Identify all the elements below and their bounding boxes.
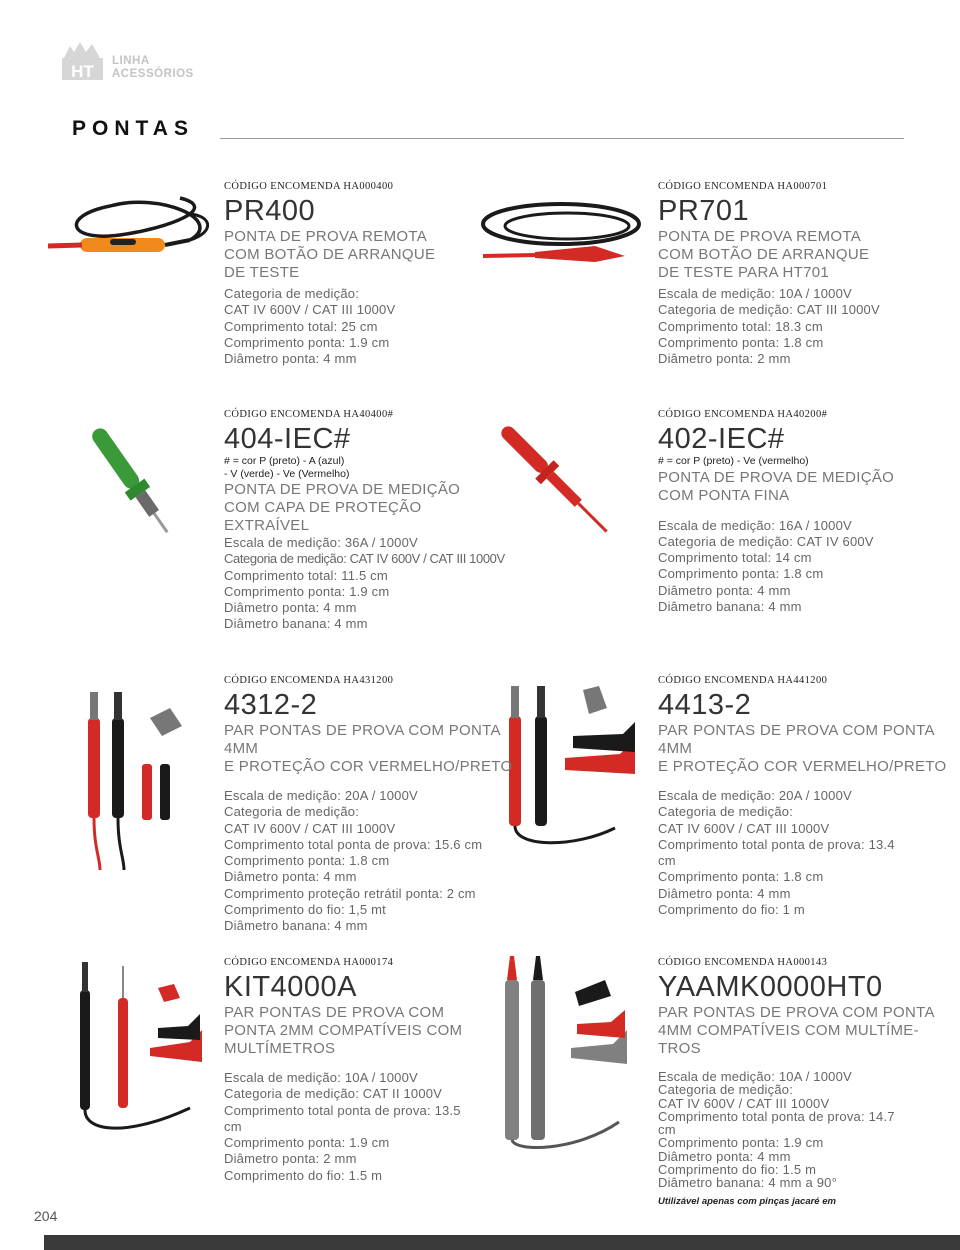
kit4000a-leads-image — [70, 958, 210, 1140]
variant-line: - V (verde) - Ve (Vermelho) — [224, 467, 350, 480]
product-name: PR400 — [224, 195, 316, 227]
brand-line-label — [112, 55, 194, 81]
spec-line: Escala de medição: 10A / 1000V — [658, 286, 852, 301]
spec-line: Categoria de medição: — [658, 1082, 793, 1098]
spec-line: Diâmetro ponta: 4 mm — [224, 351, 357, 367]
product-name: 404-IEC# — [224, 423, 351, 455]
spec-line: Categoria de medição: — [224, 804, 359, 820]
product-4312-2 — [224, 674, 512, 935]
desc-line: PONTA DE PROVA REMOTA — [658, 228, 861, 245]
spec-line: Comprimento do fio: 1,5 mt — [224, 902, 386, 918]
spec-line: CAT IV 600V / CAT III 1000V — [658, 1095, 830, 1111]
desc-line: 4MM — [658, 740, 693, 757]
product-description — [224, 228, 435, 282]
product-description — [224, 722, 512, 776]
spec-line: CAT IV 600V / CAT III 1000V — [224, 820, 396, 836]
spec-line: CAT IV 600V / CAT III 1000V — [658, 820, 830, 836]
product-404-iec — [224, 408, 505, 633]
desc-line: PONTA DE PROVA REMOTA — [224, 228, 427, 245]
desc-line: TROS — [658, 1040, 701, 1057]
desc-line: COM BOTÃO DE ARRANQUE — [658, 246, 870, 263]
spec-line: Escala de medição: 36A / 1000V — [224, 535, 418, 550]
spec-line: Categoria de medição: CAT II 1000V — [224, 1086, 443, 1102]
desc-line: PAR PONTAS DE PROVA COM — [224, 1004, 445, 1021]
order-code: CÓDIGO ENCOMENDA HA000143 — [658, 957, 828, 968]
spec-line: Escala de medição: 10A / 1000V — [658, 1069, 852, 1084]
desc-line: PAR PONTAS DE PROVA COM PONTA — [658, 722, 935, 739]
product-specs — [224, 286, 435, 367]
4312-2-leads-image — [70, 678, 200, 870]
order-code: CÓDIGO ENCOMENDA HA000701 — [658, 181, 828, 192]
spec-line: Comprimento ponta: 1.9 cm — [658, 1135, 824, 1151]
section-title: PONTAS — [72, 117, 194, 140]
spec-line: Comprimento ponta: 1.9 cm — [224, 334, 390, 350]
spec-line: Diâmetro banana: 4 mm — [224, 616, 368, 632]
spec-line: Comprimento do fio: 1.5 m — [658, 1162, 817, 1178]
product-402-iec — [658, 408, 894, 615]
order-code: CÓDIGO ENCOMENDA HA441200 — [658, 675, 828, 686]
color-variants — [658, 455, 894, 468]
desc-line: 4MM COMPATÍVEIS COM MULTÍME- — [658, 1022, 919, 1039]
ht-logo-icon — [60, 40, 105, 82]
spec-line: Comprimento total ponta de prova: 14.7 — [658, 1108, 895, 1124]
desc-line: DE TESTE — [224, 264, 300, 281]
product-description — [658, 722, 946, 776]
desc-line: MULTÍMETROS — [224, 1040, 336, 1057]
brand-line2: ACESSÓRIOS — [112, 68, 194, 80]
product-description — [224, 1004, 462, 1058]
order-code: CÓDIGO ENCOMENDA HA40200# — [658, 409, 828, 420]
desc-line: PAR PONTAS DE PROVA COM PONTA — [658, 1004, 935, 1021]
brand-line1: LINHA — [112, 55, 150, 67]
product-description — [658, 228, 880, 282]
spec-line: Comprimento ponta: 1.8 cm — [658, 334, 824, 350]
spec-line: Diâmetro ponta: 4 mm — [224, 869, 357, 885]
spec-line: Comprimento total: 14 cm — [658, 550, 812, 566]
footer-bar — [44, 1235, 960, 1250]
spec-line: Categoria de medição: — [224, 286, 359, 301]
desc-line: 4MM — [224, 740, 259, 757]
product-specs — [658, 518, 894, 616]
product-description — [658, 469, 894, 505]
product-pr701 — [658, 180, 880, 367]
product-description — [224, 481, 505, 535]
product-specs — [658, 286, 880, 367]
404-iec-probe-image — [60, 405, 200, 553]
spec-line: cm — [658, 853, 676, 869]
spec-line: Categoria de medição: CAT IV 600V — [658, 533, 874, 549]
product-4413-2 — [658, 674, 946, 918]
pr701-probe-image — [475, 188, 647, 272]
spec-line: Comprimento do fio: 1 m — [658, 902, 805, 918]
desc-line: DE TESTE PARA HT701 — [658, 264, 830, 281]
spec-line: Diâmetro banana: 4 mm — [658, 598, 802, 614]
spec-line: Escala de medição: 16A / 1000V — [658, 517, 852, 533]
desc-line: E PROTEÇÃO COR VERMELHO/PRETO — [224, 758, 513, 775]
spec-line: Diâmetro ponta: 4 mm — [224, 600, 357, 616]
spec-line: Comprimento ponta: 1.8 cm — [224, 853, 390, 869]
spec-line: Escala de medição: 10A / 1000V — [224, 1070, 418, 1085]
pr400-probe-image — [40, 180, 218, 288]
product-yaamk0000ht0 — [658, 956, 935, 1207]
yaamk-leads-image — [495, 952, 635, 1157]
spec-line: Diâmetro ponta: 2 mm — [224, 1151, 357, 1167]
spec-line: Comprimento total ponta de prova: 13.4 — [658, 836, 895, 852]
order-code: CÓDIGO ENCOMENDA HA40400# — [224, 409, 394, 420]
product-specs — [224, 535, 505, 633]
spec-line: Categoria de medição: CAT III 1000V — [658, 302, 880, 318]
spec-line: CAT IV 600V / CAT III 1000V — [224, 302, 396, 318]
spec-line: Comprimento do fio: 1.5 m — [224, 1167, 383, 1183]
product-specs — [224, 1070, 462, 1184]
product-pr400 — [224, 180, 435, 367]
spec-line: Categoria de medição: CAT IV 600V / CAT III 1000V — [224, 551, 505, 567]
page-number: 204 — [34, 1208, 58, 1224]
spec-line: Diâmetro banana: 4 mm a 90° — [658, 1175, 837, 1191]
color-variants — [224, 455, 505, 480]
spec-line: Comprimento proteção retrátil ponta: 2 cm — [224, 885, 476, 901]
product-kit4000a — [224, 956, 462, 1184]
4413-2-leads-image — [495, 678, 637, 858]
spec-line: cm — [224, 1118, 242, 1134]
spec-line: Comprimento total: 18.3 cm — [658, 318, 823, 334]
product-name: 402-IEC# — [658, 423, 785, 455]
order-code: CÓDIGO ENCOMENDA HA000400 — [224, 181, 394, 192]
product-specs — [658, 1070, 935, 1190]
spec-line: Comprimento total ponta de prova: 13.5 — [224, 1102, 461, 1118]
spec-line: Comprimento ponta: 1.9 cm — [224, 583, 390, 599]
spec-line: Categoria de medição: — [658, 804, 793, 820]
order-code: CÓDIGO ENCOMENDA HA431200 — [224, 675, 394, 686]
desc-line: COM CAPA DE PROTEÇÃO — [224, 499, 422, 516]
desc-line: PONTA DE PROVA DE MEDIÇÃO — [224, 481, 461, 498]
spec-line: Comprimento total: 25 cm — [224, 318, 378, 334]
desc-line: E PROTEÇÃO COR VERMELHO/PRETO — [658, 758, 947, 775]
spec-line: Diâmetro ponta: 4 mm — [658, 582, 791, 598]
product-specs — [224, 788, 512, 935]
usage-note: Utilizável apenas com pinças jacaré em — [658, 1195, 836, 1207]
desc-line: PONTA DE PROVA DE MEDIÇÃO — [658, 468, 895, 486]
spec-line: Comprimento total ponta de prova: 15.6 cm — [224, 836, 483, 852]
spec-line: cm — [658, 1122, 676, 1138]
spec-line: Diâmetro ponta: 4 mm — [658, 885, 791, 901]
desc-line: PAR PONTAS DE PROVA COM PONTA — [224, 722, 501, 739]
product-specs — [658, 788, 946, 918]
spec-line: Comprimento ponta: 1.8 cm — [658, 869, 824, 885]
spec-line: Escala de medição: 20A / 1000V — [224, 788, 418, 803]
desc-line: COM PONTA FINA — [658, 486, 790, 504]
product-name: PR701 — [658, 195, 750, 227]
variant-line: # = cor P (preto) - Ve (vermelho) — [658, 455, 809, 467]
spec-line: Diâmetro banana: 4 mm — [224, 918, 368, 934]
desc-line: EXTRAÍVEL — [224, 517, 310, 534]
desc-line: PONTA 2MM COMPATÍVEIS COM — [224, 1022, 463, 1039]
variant-line: # = cor P (preto) - A (azul) — [224, 455, 345, 467]
spec-line: Diâmetro ponta: 4 mm — [658, 1148, 791, 1164]
spec-line: Comprimento total: 11.5 cm — [224, 567, 388, 583]
spec-line: Comprimento ponta: 1.8 cm — [658, 566, 824, 582]
desc-line: COM BOTÃO DE ARRANQUE — [224, 246, 436, 263]
product-name: 4413-2 — [658, 689, 752, 721]
spec-line: Diâmetro ponta: 2 mm — [658, 351, 791, 367]
product-name: KIT4000A — [224, 971, 357, 1003]
spec-line: Escala de medição: 20A / 1000V — [658, 788, 852, 803]
order-code: CÓDIGO ENCOMENDA HA000174 — [224, 957, 394, 968]
svg-text:HT: HT — [71, 62, 94, 81]
product-description — [658, 1004, 935, 1058]
product-name: YAAMK0000HT0 — [658, 971, 883, 1003]
title-divider — [220, 138, 904, 139]
product-name: 4312-2 — [224, 689, 318, 721]
spec-line: Comprimento ponta: 1.9 cm — [224, 1135, 390, 1151]
